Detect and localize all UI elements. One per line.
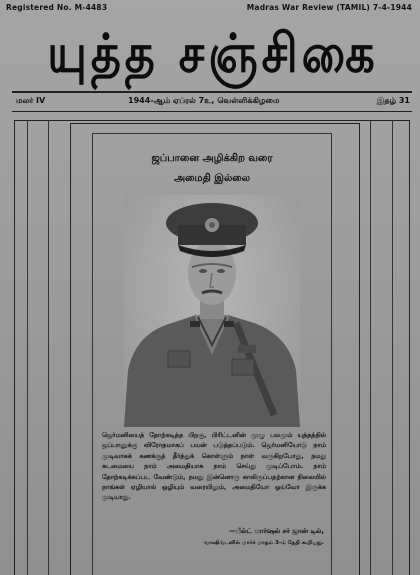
registration-number: Registered No. M-4483 <box>6 3 108 12</box>
frame-column-line <box>48 120 49 575</box>
volume-number: மலர் IV <box>16 96 46 105</box>
dateline-rule <box>12 111 412 112</box>
publication-reference: Madras War Review (TAMIL) 7-4-1944 <box>246 3 412 12</box>
masthead-title: யுத்த சஞ்சிகை <box>47 21 379 85</box>
attribution-note: வாஷிங்டனில் மார்ச் மாதம் 3-ம் தேதி கூறியது. <box>203 540 324 546</box>
issue-number: இதழ் 31 <box>376 96 410 105</box>
masthead-rule <box>12 91 412 93</box>
quote-attribution: —பீல்ட் மார்ஷல் சர் ஜான் டில், <box>229 527 324 535</box>
quote-caption: ஜெர்மனியைத் தோற்கடித்த பிறகு, பிரிட்டனின் முழு பலமும் யுத்தத்தில் ஜப்பானுக்கு விரோதமாகப் பயன் படுத்தப்படும். ஜெர்மனியோடு நாம் முடிவாகக் கணக்குத் தீர்த்துக் கொள்ளும் நாள் வருகிறபோது, நமது கடமையை நாம் அமைதியாக நாம் செய்து முடிப்போம். நாம் தோற்கடிக்கப்பட வேண்டும், நமது இன்னொரு காலிருப்பதற்கான நிலையில் நாங்கள் ஏழியால் ஒழியும் வரையிலும், அமைதியோ ஓய்வோ இருக்க முடியாது. <box>102 431 326 502</box>
frame-column-line <box>392 120 393 575</box>
issue-date: 1944-ஆம் ஏப்ரல் 7உ, வெள்ளிக்கிழமை <box>128 96 280 105</box>
frame-column-line <box>27 120 28 575</box>
officer-portrait-photo <box>124 195 300 427</box>
frame-column-line <box>370 120 371 575</box>
headline-line-2: அமைதி இல்லை <box>173 173 251 184</box>
headline-line-1: ஜப்பானை அழிக்கிற வரை <box>151 153 273 164</box>
